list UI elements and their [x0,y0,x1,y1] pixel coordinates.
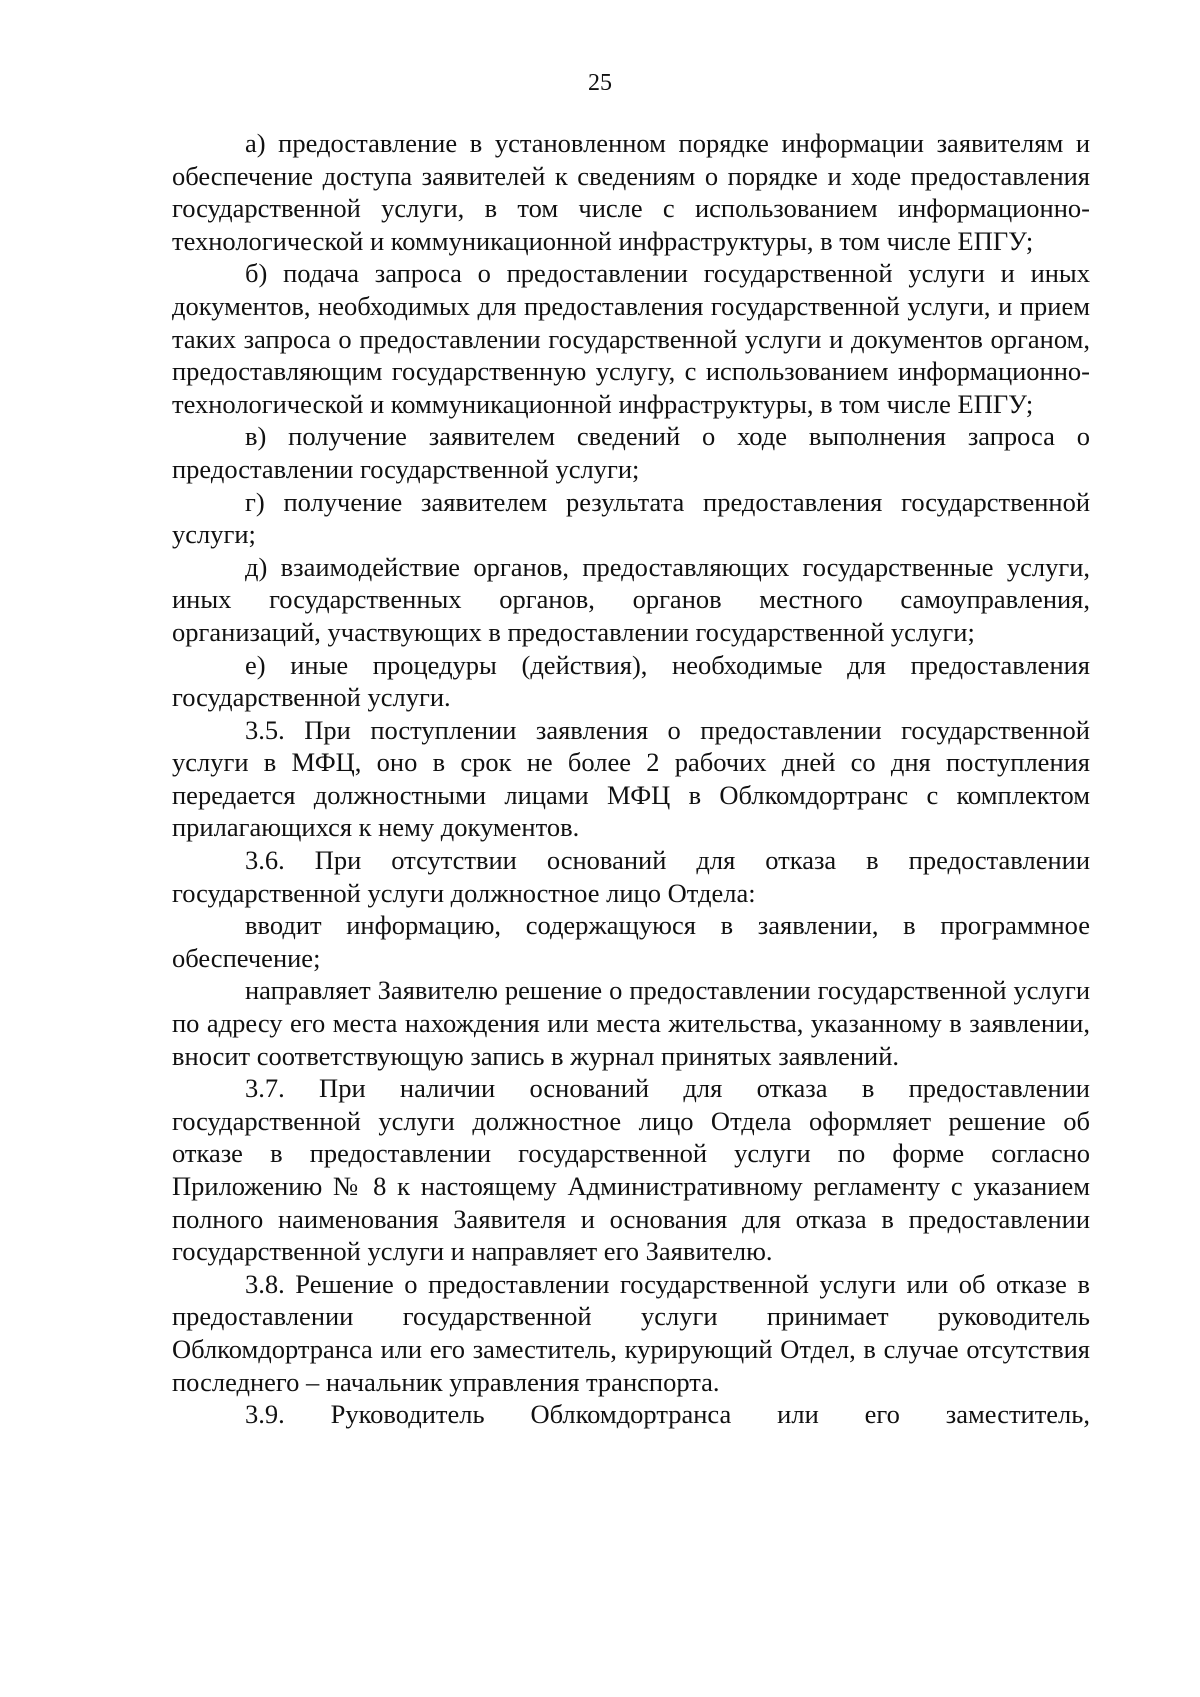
paragraph-3-9: 3.9. Руководитель Облкомдортранса или его заместитель, [245,1399,1090,1430]
paragraph-3-7: 3.7. При наличии оснований для отказа в предоставлении государственной услуги должностное лицо Отдела оформляет решение об отказе в предоставлении государственной услуги по форме согласно Приложению № 8 к настоящему Административному регламенту с указанием полного наименования Заявителя и основания для отказа в предоставлении государственной услуги и направляет его Заявителю. [172,1073,1090,1267]
paragraph-3-8: 3.8. Решение о предоставлении государственной услуги или об отказе в предоставлении государственной услуги принимает руководитель Облкомдортранса или его заместитель, курирующий Отдел, в случае отсутствия последнего – начальник управления транспорта. [172,1268,1090,1397]
page-number: 25 [588,70,612,96]
paragraph-3-6-step-send: направляет Заявителю решение о предоставлении государственной услуги по адресу его места нахождения или места жительства, указанному в заявлении, вносит соответствующую запись в журнал принятых заявлений. [172,975,1090,1071]
paragraph-3-6: 3.6. При отсутствии оснований для отказа в предоставлении государственной услуги должностное лицо Отдела: [172,845,1090,908]
paragraph-item-g: г) получение заявителем результата предоставления государственной услуги; [172,486,1090,550]
paragraph-item-a: а) предоставление в установленном порядке информации заявителям и обеспечение доступа заявителей к сведениям о порядке и ходе предоставления государственной услуги, в том числе с использованием информационно-технологической и коммуникационной инфраструктуры, в том числе ЕПГУ; [172,128,1090,256]
paragraph-item-d: д) взаимодействие органов, предоставляющих государственные услуги, иных государственных органов, органов местного самоуправления, организаций, участвующих в предоставлении государственной услуги; [172,551,1090,647]
paragraph-3-5: 3.5. При поступлении заявления о предоставлении государственной услуги в МФЦ, оно в срок не более 2 рабочих дней со дня поступления передается должностными лицами МФЦ в Облкомдортранс с комплектом прилагающихся к нему документов. [172,714,1090,843]
paragraph-item-v: в) получение заявителем сведений о ходе выполнения запроса о предоставлении государственной услуги; [172,421,1090,484]
paragraph-item-e: е) иные процедуры (действия), необходимые для предоставления государственной услуги. [172,649,1090,713]
document-body [172,127,1090,1431]
paragraph-3-6-step-input: вводит информацию, содержащуюся в заявлении, в программное обеспечение; [172,910,1090,973]
paragraph-item-b: б) подача запроса о предоставлении государственной услуги и иных документов, необходимых для предоставления государственной услуги, и прием таких запроса о предоставлении государственной услуги и документов органом, предоставляющим государственную услугу, с использованием информационно-технологической и коммуникационной инфраструктуры, в том числе ЕПГУ; [172,258,1090,419]
